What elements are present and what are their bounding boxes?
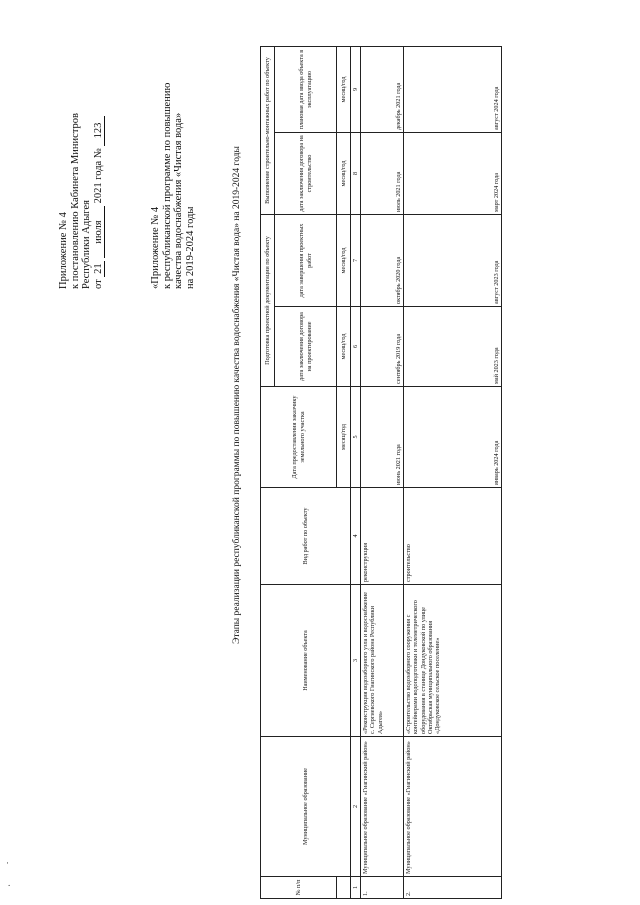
unit-cell: месяц/год: [337, 47, 351, 133]
program-appendix-quote: [150, 29, 196, 289]
row-num: 2.: [404, 877, 502, 899]
quote-line: «Приложение № 4: [150, 206, 161, 289]
appendix-decree: к постановлению Кабинета Министров: [69, 113, 81, 289]
column-number: 2: [351, 737, 361, 877]
header-design-contract: дата заключения договора на проектирование: [275, 307, 337, 387]
table-row: [361, 47, 404, 899]
header-municipality: Муниципальное образование: [261, 737, 351, 877]
decree-year: 2021 года №: [92, 148, 104, 204]
appendix-date-line: [93, 59, 105, 289]
header-build-commission: плановая дата ввода объекта в эксплуатацию: [275, 47, 337, 133]
row-work-type: строительство: [404, 488, 502, 585]
quote-line: на 2019-2024 годы: [184, 206, 196, 289]
row-work-type: реконструкция: [361, 488, 404, 585]
row-build-commission: август 2024 года: [404, 47, 502, 133]
appendix-title: Приложение № 4: [58, 212, 69, 289]
row-build-contract: июль 2021 года: [361, 133, 404, 215]
scan-mark: ·: [6, 858, 9, 868]
row-object: «Строительство водозаборного сооружения с контейнерами водоподготовки и телеметрического оборудования в станице Дондуковской по улице Октябрьская муниципального образования «Дондуковское сельское поселение»: [404, 585, 502, 737]
column-number: 8: [351, 133, 361, 215]
row-design-end: август 2023 года: [404, 215, 502, 307]
header-land-date: Дата предоставления заказчику земельного участка: [261, 387, 337, 488]
column-number: 1: [351, 877, 361, 899]
row-design-end: октябрь 2020 года: [361, 215, 404, 307]
unit-cell: месяц/год: [337, 307, 351, 387]
row-municipality: Муниципальное образование «Гиагинский район»: [404, 737, 502, 877]
scan-mark: .: [8, 878, 11, 888]
row-build-commission: декабрь 2021 года: [361, 47, 404, 133]
unit-cell: месяц/год: [337, 215, 351, 307]
quote-line: к республиканской программе по повышению: [161, 82, 173, 289]
appendix-header: [58, 59, 105, 289]
row-object: «Реконструкция водозаборного узла и водоснабжение с. Сергиевского Гиагинского района Республики Адыгея»: [361, 585, 404, 737]
quote-line: качества водоснабжения «Чистая вода»: [173, 112, 185, 289]
row-land-date: январь 2024 года: [404, 387, 502, 488]
column-number: 9: [351, 47, 361, 133]
row-design-contract: сентябрь 2019 года: [361, 307, 404, 387]
header-num: № п/п: [261, 877, 337, 899]
row-land-date: июнь 2021 года: [361, 387, 404, 488]
column-number: 6: [351, 307, 361, 387]
row-num: 1.: [361, 877, 404, 899]
column-number: 7: [351, 215, 361, 307]
header-build-group: Выполнение строительно-монтажных работ по объекту: [261, 47, 275, 215]
column-number: 3: [351, 585, 361, 737]
units-empty: [337, 877, 351, 899]
table-row: [404, 47, 502, 899]
from-label: от: [92, 279, 104, 289]
header-build-contract: дата заключения договора на строительство: [275, 133, 337, 215]
unit-cell: месяц/год: [337, 133, 351, 215]
column-number: 5: [351, 387, 361, 488]
unit-cell: месяц/год: [337, 387, 351, 488]
decree-day: 21: [94, 261, 105, 277]
table-title: Этапы реализации республиканской программы по повышению качества водоснабжения «Чистая вода» на 2019-2024 годы: [232, 146, 242, 644]
decree-month: июля: [94, 206, 105, 258]
stages-table: [260, 46, 502, 899]
header-object: Наименование объекта: [261, 585, 351, 737]
header-row: [261, 47, 275, 899]
column-number: 4: [351, 488, 361, 585]
row-build-contract: март 2024 года: [404, 133, 502, 215]
header-design-group: Подготовка проектной документации по объекту: [261, 215, 275, 387]
header-design-end: дата завершения проектных работ: [275, 215, 337, 307]
column-numbers-row: [351, 47, 361, 899]
header-work-type: Вид работ по объекту: [261, 488, 351, 585]
row-design-contract: май 2023 года: [404, 307, 502, 387]
decree-number: 123: [94, 116, 105, 146]
appendix-republic: Республики Адыгея: [81, 200, 93, 289]
row-municipality: Муниципальное образование «Гиагинский район»: [361, 737, 404, 877]
